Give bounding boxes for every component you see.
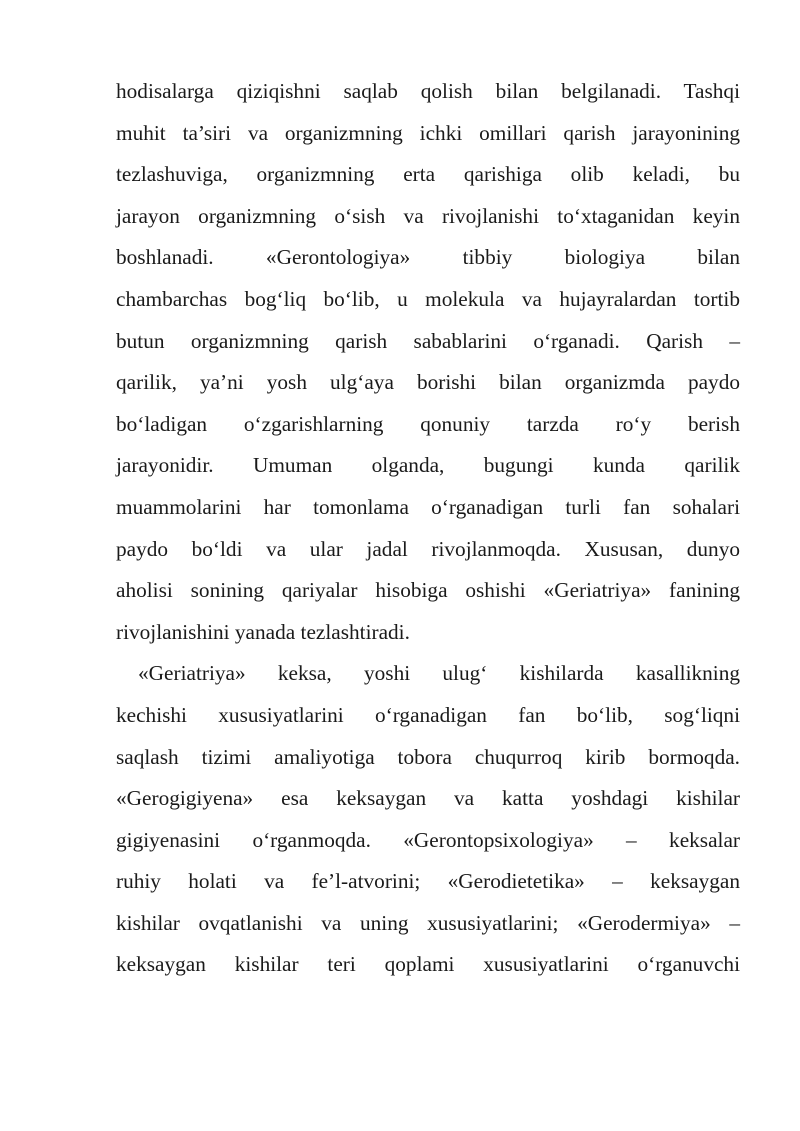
text-line: «Gerogigiyena» esa keksaygan va katta yoshdagi kishilar bbox=[116, 786, 740, 811]
text-line: chambarchas bog‘liq bo‘lib, u molekula va hujayralardan tortib bbox=[116, 286, 740, 311]
text-line: gigiyenasini o‘rganmoqda. «Gerontopsixologiya» – keksalar bbox=[116, 827, 740, 852]
text-line: keksaygan kishilar teri qoplami xususiyatlarini o‘rganuvchi bbox=[116, 952, 740, 977]
text-line: kishilar ovqatlanishi va uning xususiyatlarini; «Gerodermiya» – bbox=[116, 910, 740, 935]
text-line: aholisi sonining qariyalar hisobiga oshishi «Geriatriya» fanining bbox=[116, 578, 740, 603]
text-line: paydo bo‘ldi va ular jadal rivojlanmoqda. Xususan, dunyo bbox=[116, 536, 740, 561]
text-line: «Geriatriya» keksa, yoshi ulug‘ kishilarda kasallikning bbox=[138, 661, 740, 686]
text-line: boshlanadi. «Gerontologiya» tibbiy biologiya bilan bbox=[116, 245, 740, 270]
text-line: rivojlanishini yanada tezlashtiradi. bbox=[116, 619, 410, 644]
text-line: bo‘ladigan o‘zgarishlarning qonuniy tarzda ro‘y berish bbox=[116, 411, 740, 436]
text-line: qarilik, ya’ni yosh ulg‘aya borishi bilan organizmda paydo bbox=[116, 370, 740, 395]
text-line: butun organizmning qarish sabablarini o‘rganadi. Qarish – bbox=[116, 328, 740, 353]
text-line: muhit ta’siri va organizmning ichki omillari qarish jarayonining bbox=[116, 120, 740, 145]
body-text bbox=[116, 71, 740, 986]
text-line: ruhiy holati va fe’l-atvorini; «Gerodietetika» – keksaygan bbox=[116, 869, 740, 894]
text-line: hodisalarga qiziqishni saqlab qolish bilan belgilanadi. Tashqi bbox=[116, 79, 740, 103]
text-line: saqlash tizimi amaliyotiga tobora chuqurroq kirib bormoqda. bbox=[116, 744, 740, 769]
text-line: jarayon organizmning o‘sish va rivojlanishi to‘xtaganidan keyin bbox=[116, 203, 740, 228]
text-line: tezlashuviga, organizmning erta qarishiga olib keladi, bu bbox=[116, 162, 740, 187]
text-line: muammolarini har tomonlama o‘rganadigan turli fan sohalari bbox=[116, 494, 740, 519]
text-line: jarayonidir. Umuman olganda, bugungi kunda qarilik bbox=[116, 453, 740, 478]
text-line: kechishi xususiyatlarini o‘rganadigan fan bo‘lib, sog‘liqni bbox=[116, 702, 740, 727]
